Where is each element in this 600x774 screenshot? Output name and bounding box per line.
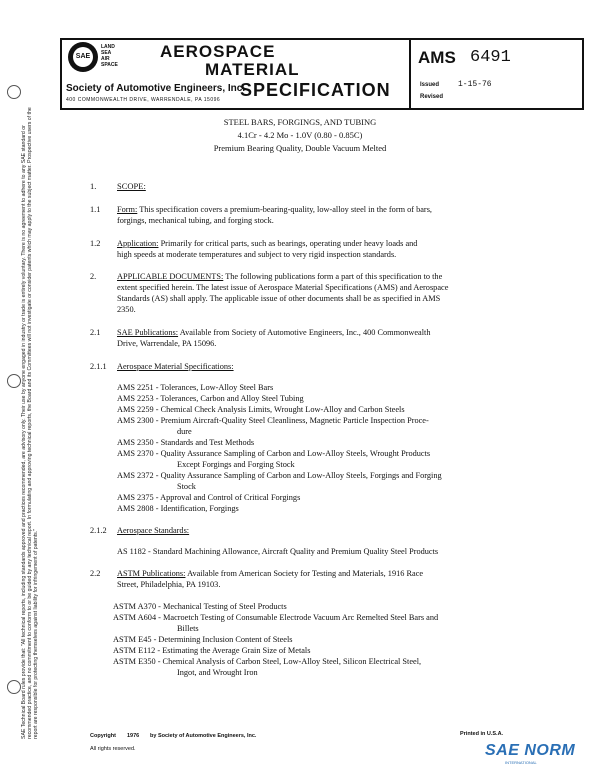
margin-disclaimer: SAE Technical Board rules provide that: "All technical reports, including standards approved and practices recommended, are advisory only. Their use by anyone engaged in industry or trade is entirely voluntary. There is no agreement to adhere to any SAE standard or recommended practice, and no commitment to conform to or be guided by any technical report. In formulating and approving technical reports, the Board and its Committees will not investigate or consider patents which may apply to the subject matter. Prospective users of the report are responsible for protecting themselves against liability for infringement of patents." (21, 107, 39, 739)
copyright-label: Copyright (90, 733, 116, 739)
issued-label: Issued (420, 82, 440, 88)
astm-list-item: ASTM E112 - Estimating the Average Grain Size of Metals (113, 646, 311, 655)
section-2-1-1-number: 2.1.1 (90, 362, 107, 371)
issued-date: 1-15-76 (458, 80, 492, 89)
punch-hole-bottom (7, 680, 21, 694)
ams-list-item: AMS 2253 - Tolerances, Carbon and Alloy Steel Tubing (117, 394, 304, 403)
section-1-2-text: Application: Primarily for critical parts, such as bearings, operating under heavy loads and (117, 239, 418, 248)
sae-logo-text: SAE (73, 47, 93, 67)
section-2-2-text: ASTM Publications: Available from American Society for Testing and Materials, 1916 Race (117, 569, 424, 578)
ams-list-item: AMS 2350 - Standards and Test Methods (117, 438, 255, 447)
ams-list-item: AMS 2808 - Identification, Forgings (117, 504, 239, 513)
section-2-1-2-title: Aerospace Standards: (117, 526, 190, 535)
punch-hole-middle (7, 374, 21, 388)
ams-list-item-cont: dure (177, 427, 192, 436)
sae-norm-sub: INTERNATIONAL (505, 760, 537, 765)
doc-title-line2: 4.1Cr - 4.2 Mo - 1.0V (0.80 - 0.85C) (237, 130, 363, 140)
as-list-item: AS 1182 - Standard Machining Allowance, Aircraft Quality and Premium Quality Steel Products (117, 547, 439, 556)
ams-list-item: AMS 2259 - Chemical Check Analysis Limits, Wrought Low-Alloy and Carbon Steels (117, 405, 405, 414)
ams-list-item: AMS 2370 - Quality Assurance Sampling of Carbon and Low-Alloy Steels, Wrought Products (117, 449, 431, 458)
section-2-number: 2. (90, 272, 97, 281)
section-1-title: SCOPE: (117, 181, 146, 191)
section-1-2-text-2: high speeds at moderate temperatures and subject to very rigid inspection standards. (117, 250, 397, 259)
section-2-2-text-2: Street, Philadelphia, PA 19103. (117, 580, 221, 589)
section-1-1-text-2: forgings, mechanical tubing, and forging stock. (117, 216, 274, 225)
ams-list-item: AMS 2375 - Approval and Control of Critical Forgings (117, 493, 301, 502)
doc-title-line1: STEEL BARS, FORGINGS, AND TUBING (223, 117, 377, 127)
section-1-number: 1. (90, 181, 97, 191)
title-aerospace: AEROSPACE (160, 42, 276, 61)
header-divider (409, 40, 411, 108)
astm-list-item: ASTM E45 - Determining Inclusion Content of Steels (113, 635, 293, 644)
society-name: Society of Automotive Engineers, Inc. (66, 83, 246, 94)
title-material: MATERIAL (205, 60, 300, 79)
society-address: 400 COMMONWEALTH DRIVE, WARRENDALE, PA 15096 (66, 97, 221, 103)
astm-list-item: ASTM A604 - Macroetch Testing of Consumable Electrode Vacuum Arc Remelted Steel Bars and (113, 613, 439, 622)
astm-list-item: ASTM A370 - Mechanical Testing of Steel Products (113, 602, 287, 611)
punch-hole-top (7, 85, 21, 99)
section-2-text-3: Standards (AS) shall apply. The applicable issue of other documents shall be as specified in AMS (117, 294, 441, 303)
doc-title-line3: Premium Bearing Quality, Double Vacuum Melted (213, 143, 387, 153)
copyright-year: 1976 (127, 733, 140, 739)
astm-list-item-cont: Billets (177, 624, 199, 633)
ams-list-item: AMS 2372 - Quality Assurance Sampling of Carbon and Low-Alloy Steels, Forgings and Forging (117, 471, 442, 480)
all-rights: All rights reserved. (90, 746, 136, 752)
section-2-text: APPLICABLE DOCUMENTS: The following publications form a part of this specification to the (117, 272, 443, 281)
section-1-2-number: 1.2 (90, 239, 101, 248)
astm-list-item-cont: Ingot, and Wrought Iron (177, 668, 258, 677)
astm-list-item: ASTM E350 - Chemical Analysis of Carbon Steel, Low-Alloy Steel, Silicon Electrical Steel, (113, 657, 422, 666)
copyright-by: by Society of Automotive Engineers, Inc. (150, 733, 257, 739)
logo-words: LAND SEA AIR SPACE (101, 44, 118, 68)
section-2-1-number: 2.1 (90, 328, 101, 337)
section-2-1-text-2: Drive, Warrendale, PA 15096. (117, 339, 217, 348)
section-1-1-text: Form: This specification covers a premium-bearing-quality, low-alloy steel in the form of bars, (117, 205, 432, 214)
revised-label: Revised (420, 94, 444, 100)
section-2-1-2-number: 2.1.2 (90, 526, 107, 535)
section-1-1-number: 1.1 (90, 205, 101, 214)
printed-in: Printed in U.S.A. (460, 731, 504, 737)
section-2-2-number: 2.2 (90, 569, 101, 578)
ams-list-item-cont: Stock (177, 482, 196, 491)
section-2-text-4: 2350. (117, 305, 136, 314)
section-2-1-1-title: Aerospace Material Specifications: (117, 362, 234, 371)
ams-list-item: AMS 2251 - Tolerances, Low-Alloy Steel Bars (117, 383, 274, 392)
sae-norm-watermark: SAE NORM (485, 742, 576, 759)
section-2-text-2: extent specified herein. The latest issue of Aerospace Material Specifications (AMS) and Aerospace (117, 283, 449, 292)
ams-list-item-cont: Except Forgings and Forging Stock (177, 460, 295, 469)
ams-number: 6491 (470, 48, 511, 67)
section-2-1-text: SAE Publications: Available from Society of Automotive Engineers, Inc., 400 Commonwealth (117, 328, 431, 337)
ams-label: AMS (418, 48, 456, 67)
ams-list-item: AMS 2300 - Premium Aircraft-Quality Steel Cleanliness, Magnetic Particle Inspection Proce- (117, 416, 429, 425)
title-specification: SPECIFICATION (240, 80, 391, 100)
